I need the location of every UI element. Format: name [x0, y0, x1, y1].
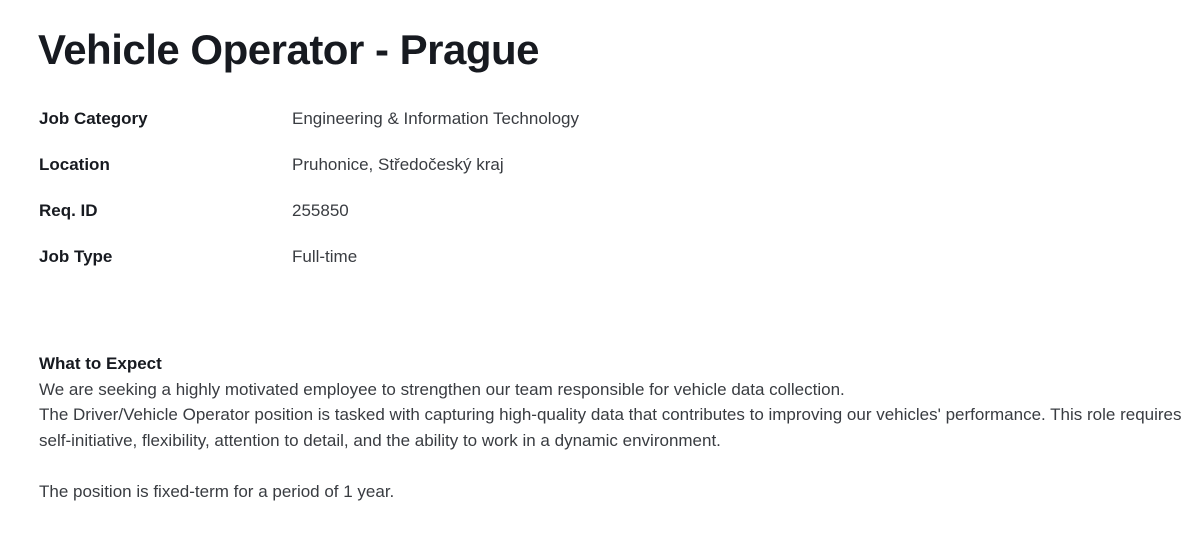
detail-row-req-id [39, 188, 1139, 234]
detail-row-job-type [39, 234, 1139, 280]
description-heading: What to Expect [39, 354, 162, 373]
description-paragraph: The Driver/Vehicle Operator position is tasked with capturing high-quality data that contributes to improving our vehicles' performance. This role requires self-initiative, flexibility, attention to detail, and the ability to work in a dynamic environment. [39, 405, 1182, 450]
page-title: Vehicle Operator - Prague [38, 26, 540, 73]
job-description [39, 351, 1184, 504]
detail-label: Location [39, 155, 110, 174]
detail-value: Engineering & Information Technology [292, 109, 579, 128]
detail-value: Pruhonice, Středočeský kraj [292, 155, 504, 174]
paragraph-spacer [39, 453, 1184, 479]
description-paragraph: We are seeking a highly motivated employee to strengthen our team responsible for vehicle data collection. [39, 379, 845, 399]
detail-value: Full-time [292, 247, 358, 266]
detail-row-location [39, 142, 1139, 188]
detail-label: Job Type [39, 247, 113, 266]
detail-label: Req. ID [39, 201, 98, 220]
description-paragraph: The position is fixed-term for a period of 1 year. [39, 481, 395, 501]
detail-row-job-category [39, 96, 1139, 142]
detail-value: 255850 [292, 201, 349, 220]
job-details-list [39, 96, 1139, 280]
detail-label: Job Category [39, 109, 148, 128]
